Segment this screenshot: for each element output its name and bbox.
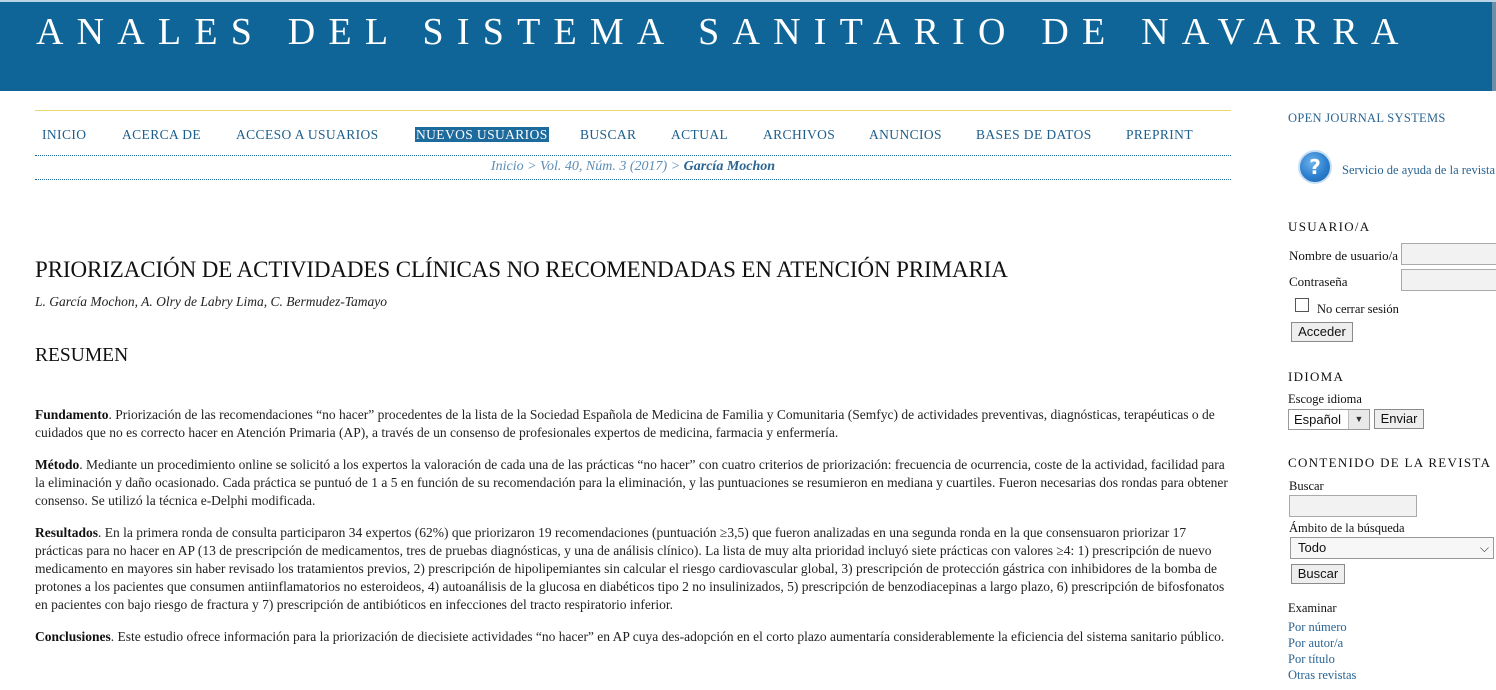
nav-item-bases-de-datos[interactable]: BASES DE DATOS <box>976 127 1092 142</box>
help-icon[interactable]: ? <box>1298 150 1332 184</box>
breadcrumb-issue[interactable]: Vol. 40, Núm. 3 (2017) <box>540 159 668 174</box>
abstract-section-label: Conclusiones <box>35 629 111 644</box>
sidebar <box>1288 0 1496 690</box>
nav-item-acceso-usuarios[interactable]: ACCESO A USUARIOS <box>236 127 379 142</box>
scope-select[interactable] <box>1290 537 1494 559</box>
abstract-section-fundamento <box>35 406 1231 442</box>
language-heading: IDIOMA <box>1288 369 1345 384</box>
site-header <box>0 0 1496 91</box>
remember-checkbox[interactable] <box>1295 298 1309 312</box>
browse-by-author-link[interactable]: Por autor/a <box>1288 636 1344 650</box>
nav-item-acerca-de[interactable]: ACERCA DE <box>122 127 201 142</box>
breadcrumb-home[interactable]: Inicio <box>490 159 524 174</box>
article-authors: L. García Mochon, A. Olry de Labry Lima, C. Bermudez-Tamayo <box>35 294 387 309</box>
abstract-section-text: . En la primera ronda de consulta participaron 34 expertos (62%) que priorizaron 19 recomendaciones (puntuación ≥3,5) que fueron analizadas en una segunda ronda en la que consensuaron priorizar 17 prácticas para no hacer en AP (13 de prescripción de medicamentos, tres de pruebas diagnósticas, y una de análisis clínico). La lista de muy alta prioridad incluyó siete prácticas con valores ≥4: 1) prescripción de nuevo medicamento en mayores sin haber revisado los tratamientos previos, 2) prescripción de hipolipemiantes sin calcular el riesgo cardiovascular global, 3) prescripción de protección gástrica con inhibidores de la bomba de protones a los pacientes que consumen antiinflamatorios no esteroideos, 4) autoanálisis de la glucosa en diabéticos tipo 2 no insulinizados, 5) prescripción de benzodiacepinas a largo plazo, 6) prescripción de bifosfonatos en pacientes con bajo riesgo de fractura y 7) prescripción de antibióticos en infecciones del tracto respiratorio inferior. <box>35 525 1225 612</box>
nav-item-anuncios[interactable]: ANUNCIOS <box>869 127 942 142</box>
chevron-down-icon: ⌵ <box>1479 541 1489 555</box>
nav-item-nuevos-usuarios[interactable]: NUEVOS USUARIOS <box>416 127 548 142</box>
abstract-section-label: Fundamento <box>35 407 109 422</box>
language-submit-button[interactable]: Enviar <box>1374 409 1424 429</box>
nav-item-actual[interactable]: ACTUAL <box>671 127 729 142</box>
abstract-body <box>35 406 1231 660</box>
main-nav <box>35 110 1231 156</box>
abstract-section-text: . Mediante un procedimiento online se solicitó a los expertos la valoración de cada una de las prácticas “no hacer” con cuatro criterios de priorización: frecuencia de ocurrencia, coste de la actividad, facilidad para la eliminación y daño ocasionado. Cada práctica se puntuó de 1 a 5 en función de su recomendación para la eliminación, y las puntuaciones se resumieron en mediana y cuartiles. Fueron necesarias dos rondas para obtener consenso. Se utilizó la técnica e-Delphi modificada. <box>35 457 1228 508</box>
abstract-section-label: Resultados <box>35 525 99 540</box>
browse-label: Examinar <box>1288 601 1337 615</box>
help-link[interactable]: Servicio de ayuda de la revista <box>1342 163 1496 177</box>
nav-item-preprint[interactable]: PREPRINT <box>1126 127 1193 142</box>
remember-label: No cerrar sesión <box>1317 302 1399 316</box>
site-title[interactable]: ANALES DEL SISTEMA SANITARIO DE NAVARRA <box>36 11 1412 53</box>
nav-item-archivos[interactable]: ARCHIVOS <box>763 127 836 142</box>
nav-item-inicio[interactable]: INICIO <box>42 127 87 142</box>
language-select[interactable] <box>1288 409 1370 430</box>
ojs-link[interactable]: OPEN JOURNAL SYSTEMS <box>1288 111 1446 125</box>
article-title: PRIORIZACIÓN DE ACTIVIDADES CLÍNICAS NO RECOMENDADAS EN ATENCIÓN PRIMARIA <box>35 257 1008 282</box>
search-label: Buscar <box>1289 479 1324 493</box>
user-heading: USUARIO/A <box>1288 219 1371 234</box>
abstract-heading: RESUMEN <box>35 345 129 366</box>
breadcrumb-separator: > <box>667 159 684 174</box>
scope-select-value: Todo <box>1298 540 1327 555</box>
search-input[interactable] <box>1289 495 1417 517</box>
breadcrumb-current[interactable]: García Mochon <box>683 159 776 174</box>
breadcrumb <box>35 156 1231 180</box>
nav-item-buscar[interactable]: BUSCAR <box>580 127 637 142</box>
abstract-section-label: Método <box>35 457 80 472</box>
language-label: Escoge idioma <box>1288 392 1362 406</box>
content-heading: CONTENIDO DE LA REVISTA <box>1288 455 1492 470</box>
abstract-section-text: . Este estudio ofrece información para la priorización de diecisiete actividades “no hacer” en AP cuya des-adopción en el corto plazo aumentaría considerablemente la eficiencia del sistema sanitario público. <box>110 629 1225 644</box>
login-button[interactable]: Acceder <box>1291 322 1353 342</box>
abstract-section-metodo <box>35 456 1231 510</box>
breadcrumb-separator: > <box>523 159 541 174</box>
password-field[interactable] <box>1401 269 1496 291</box>
browse-by-title-link[interactable]: Por título <box>1288 652 1335 666</box>
search-button[interactable]: Buscar <box>1291 564 1345 584</box>
language-select-value: Español <box>1294 412 1341 427</box>
password-label: Contraseña <box>1289 274 1348 289</box>
abstract-section-conclusiones <box>35 628 1231 646</box>
abstract-section-resultados <box>35 524 1231 614</box>
chevron-down-icon: ▼ <box>1348 410 1369 429</box>
username-label: Nombre de usuario/a <box>1289 248 1399 263</box>
browse-by-issue-link[interactable]: Por número <box>1288 620 1347 634</box>
abstract-section-text: . Priorización de las recomendaciones “no hacer” procedentes de la lista de la Sociedad Española de Medicina de Familia y Comunitaria (Semfyc) de actividades preventivas, diagnósticas, terapéuticas o de cuidados que no es correcto hacer en Atención Primaria (AP), a través de un consenso de profesionales expertos de medicina, farmacia y enfermería. <box>35 407 1215 440</box>
scope-label: Ámbito de la búsqueda <box>1289 521 1405 535</box>
other-journals-link[interactable]: Otras revistas <box>1288 668 1357 682</box>
username-field[interactable] <box>1401 243 1496 265</box>
